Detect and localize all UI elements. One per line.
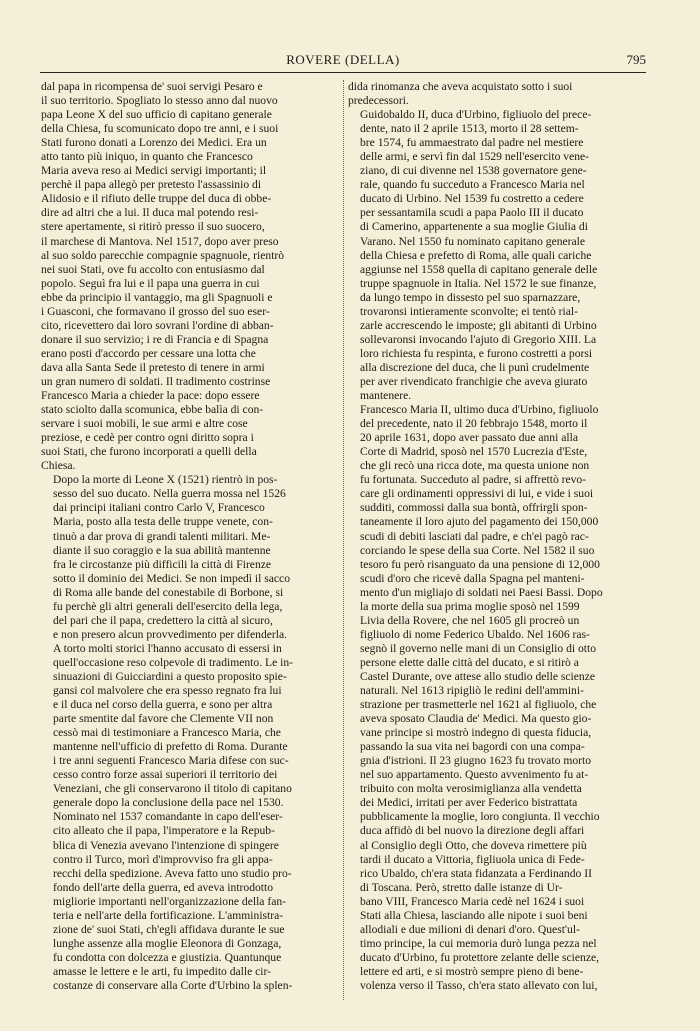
paragraph bbox=[41, 473, 336, 993]
text-line: passando la sua vita nei bagordi con una compa- bbox=[360, 740, 585, 754]
text-line: papa Leone X del suo ufficio di capitano generale bbox=[41, 108, 272, 122]
text-line: i Guasconi, che formavano il grosso del suo eser- bbox=[41, 304, 270, 318]
text-line: Castel Durante, ove attese allo studio delle scienze bbox=[360, 669, 596, 683]
text-line: ebbe da principio il vantaggio, ma gli Spagnuoli e bbox=[41, 290, 273, 304]
text-line: cesso contro forze assai superiori il territorio dei bbox=[53, 768, 278, 782]
text-line: per aver rivendicato franchigie che aveva giurato bbox=[360, 374, 588, 388]
text-line: duca affidò di bel nuovo la direzione degli affari bbox=[360, 824, 585, 838]
text-line: un gran numero di soldati. Il tradimento costrinse bbox=[41, 374, 271, 388]
text-line: scudi di debiti lasciati dal padre, e ch'ei pagò rac- bbox=[360, 529, 589, 543]
text-line: fu condotta con dolcezza e giustizia. Quantunque bbox=[53, 950, 282, 964]
text-line: sudditi, commossi dalla sua bontà, offrirgli spon- bbox=[360, 501, 588, 515]
text-line: Corte di Madrid, sposò nel 1570 Lucrezia d'Este, bbox=[360, 445, 588, 459]
text-line: sesso del suo ducato. Nella guerra mossa nel 1526 bbox=[53, 487, 286, 501]
text-line: timo principe, la cui memoria durò lunga pezza nel bbox=[360, 936, 597, 950]
text-line: segnò il governo nelle mani di un Consiglio di otto bbox=[360, 641, 597, 655]
text-line: di Toscana. Però, stretto dalle istanze di Ur- bbox=[360, 880, 563, 894]
paragraph bbox=[348, 80, 644, 108]
text-line: generale dopo la conclusione della pace nel 1530. bbox=[53, 796, 284, 810]
text-line: dire ad altri che a lui. Il duca mal potendo resi- bbox=[41, 206, 259, 220]
text-line: lunghe assenze alla moglie Eleonora di Gonzaga, bbox=[53, 936, 282, 950]
text-line: al Consiglio degli Otto, che doveva rimettere più bbox=[360, 838, 587, 852]
text-line: Stati alla Chiesa, lasciando alle nipote i suoi beni bbox=[360, 908, 588, 922]
text-line: ziano, di cui divenne nel 1538 governatore gene- bbox=[360, 164, 587, 178]
text-line: bano VIII, Francesco Maria cedè nel 1624 i suoi bbox=[360, 894, 585, 908]
page-number: 795 bbox=[626, 52, 646, 67]
text-line: sotto il dominio dei Medici. Se non impedì il sacco bbox=[53, 571, 290, 585]
text-line: parte smentite dal favore che Clemente VII non bbox=[53, 712, 274, 726]
paragraph bbox=[348, 403, 644, 993]
text-line: suoi Stati, che furono incorporati a quelli della bbox=[41, 445, 257, 459]
right-column bbox=[348, 80, 644, 993]
text-line: delle armi, e servì fin dal 1529 nell'esercito vene- bbox=[360, 150, 590, 164]
text-line: Alidosio e il rifiuto delle truppe del duca di obbe- bbox=[41, 192, 272, 206]
text-line: popolo. Seguì fra lui e il papa una guerra in cui bbox=[41, 276, 260, 290]
text-line: persone elette dalle città del ducato, e si ritirò a bbox=[360, 655, 579, 669]
text-line: Veneziani, che gli conservarono il titolo di capitano bbox=[53, 782, 292, 796]
text-line: A torto molti storici l'hanno accusato di essersi in bbox=[53, 641, 282, 655]
text-line: Chiesa. bbox=[41, 459, 76, 473]
text-line: servare i suoi mobili, le sue armi e altre cose bbox=[41, 417, 248, 431]
text-line: del pari che il papa, credettero la città al sicuro, bbox=[53, 613, 273, 627]
text-line: stato sciolto dalla scomunica, ebbe balìa di con- bbox=[41, 403, 264, 417]
text-line: che gli recò una ricca dote, ma questa unione non bbox=[360, 459, 590, 473]
text-line: figliuolo di nome Federico Ubaldo. Nel 1606 ras- bbox=[360, 627, 590, 641]
header-rule bbox=[40, 72, 646, 73]
text-line: aveva sposato Claudia de' Medici. Ma questo gio- bbox=[360, 712, 592, 726]
text-line: sollevaronsi invocando l'ajuto di Gregorio XIII. La bbox=[360, 332, 597, 346]
text-line: teria e nell'arte della fortificazione. L'amministra- bbox=[53, 908, 284, 922]
text-line: nel suo appartamento. Questo avvenimento fu at- bbox=[360, 768, 589, 782]
text-line: bre 1574, fu ammaestrato dal padre nel mestiere bbox=[360, 136, 584, 150]
text-line: alla discrezione del duca, che li punì crudelmente bbox=[360, 360, 590, 374]
text-line: e non presero alcun provvedimento per difenderla. bbox=[53, 627, 288, 641]
text-line: dava alla Santa Sede il pretesto di tenere in armi bbox=[41, 360, 265, 374]
left-column bbox=[41, 80, 336, 993]
text-line: tardi il ducato a Vittoria, figliuola unica di Fede- bbox=[360, 852, 585, 866]
text-line: diante il suo coraggio e la sua abilità mantenne bbox=[53, 543, 271, 557]
text-line: e il duca nel corso della guerra, e sono per altra bbox=[53, 698, 273, 712]
text-line: lettere ed arti, e si mostrò sempre pieno di bene- bbox=[360, 964, 584, 978]
text-line: naturali. Nel 1613 ripigliò le redini dell'ammini- bbox=[360, 684, 584, 698]
text-line: Francesco Maria a chieder la pace: dopo essere bbox=[41, 389, 260, 403]
text-line: Guidobaldo II, duca d'Urbino, figliuolo del prece- bbox=[360, 108, 592, 122]
text-line: 20 aprile 1631, dopo aver passato due anni alla bbox=[360, 431, 578, 445]
text-line: rico Ubaldo, ch'era stata fidanzata a Ferdinando II bbox=[360, 866, 592, 880]
text-line: nei suoi Stati, ove fu accolto con entusiasmo dal bbox=[41, 262, 265, 276]
text-line: dal papa in ricompensa de' suoi servigi Pesaro e bbox=[41, 80, 263, 93]
text-line: per sessantamila scudi a papa Paolo III il ducato bbox=[360, 206, 584, 220]
text-line: di Roma alle bande del conestabile di Borbone, si bbox=[53, 585, 284, 599]
text-line: rale, quando fu succeduto a Francesco Maria nel bbox=[360, 178, 585, 192]
text-line: volenza verso il Tasso, ch'era stato allevato con lui, bbox=[360, 979, 598, 992]
text-line: perchè il papa allegò per pretesto l'assassinio di bbox=[41, 178, 262, 192]
text-line: loro richiesta fu respinta, e furono costretti a porsi bbox=[360, 346, 593, 360]
text-line: cessò mai di testimoniare a Francesco Maria, che bbox=[53, 726, 281, 740]
text-line: fu fortunata. Succeduto al padre, si affrettò revo- bbox=[360, 473, 587, 487]
text-line: zarle accrescendo le imposte; gli abitanti di Urbino bbox=[360, 318, 597, 332]
text-line: tribuito con molta verosimiglianza alla vendetta bbox=[360, 782, 582, 796]
text-line: della Chiesa, fu scomunicato dopo tre anni, e i suoi bbox=[41, 122, 279, 136]
text-line: Maria aveva reso ai Medici servigi importanti; il bbox=[41, 164, 267, 178]
paragraph bbox=[348, 108, 644, 403]
text-line: allodiali e due milioni di denari d'oro. Quest'ul- bbox=[360, 922, 580, 936]
text-line: dai principi italiani contro Carlo V, Francesco bbox=[53, 501, 265, 515]
text-line: Francesco Maria II, ultimo duca d'Urbino, figliuolo bbox=[360, 403, 599, 417]
text-line: dida rinomanza che aveva acquistato sotto i suoi bbox=[348, 80, 573, 93]
text-line: truppe spagnuole in Italia. Nel 1572 le sue finanze, bbox=[360, 276, 597, 290]
text-line: fondo dell'arte della guerra, ed aveva introdotto bbox=[53, 880, 274, 894]
text-line: gnia d'istrioni. Il 23 giugno 1623 fu trovato morto bbox=[360, 754, 592, 768]
text-line: al suo soldo parecchie compagnie spagnuole, rientrò bbox=[41, 248, 285, 262]
text-line: quell'occasione reso colpevole di tradimento. Le in- bbox=[53, 655, 293, 669]
text-line: trovaronsi intieramente sconvolte; ei tentò rial- bbox=[360, 304, 578, 318]
text-line: Nominato nel 1537 comandante in capo dell'eser- bbox=[53, 810, 283, 824]
text-line: pubblicamente la moglie, loro congiunta. Il vecchio bbox=[360, 810, 600, 824]
text-line: gansi col malvolere che era spesso regnato fra lui bbox=[53, 684, 282, 698]
paragraph bbox=[41, 80, 336, 473]
text-line: donare il suo servizio; i re di Francia e di Spagna bbox=[41, 332, 269, 346]
text-line: i tre anni seguenti Francesco Maria difese con suc- bbox=[53, 754, 289, 768]
text-line: amasse le lettere e le arti, fu impedito dalle cir- bbox=[53, 964, 272, 978]
text-line: contro il Turco, morì d'improvviso fra gli appa- bbox=[53, 852, 273, 866]
text-line: corciando le spese della sua Corte. Nel 1582 il suo bbox=[360, 543, 595, 557]
text-line: mantenere. bbox=[360, 389, 412, 403]
text-line: atto tanto più iniquo, in quanto che Francesco bbox=[41, 150, 253, 164]
text-line: ducato di Urbino. Nel 1539 fu costretto a cedere bbox=[360, 192, 584, 206]
text-line: fu perchè gli altri generali dell'esercito della lega, bbox=[53, 599, 283, 613]
text-line: scudi d'oro che ricevè dalla Spagna pel manteni- bbox=[360, 571, 585, 585]
text-line: stere apertamente, si ritirò presso il suo suocero, bbox=[41, 220, 265, 234]
text-line: aggiunse nel 1558 quella di capitano generale delle bbox=[360, 262, 598, 276]
text-line: strazione per trasmetterle nel 1621 al figliuolo, che bbox=[360, 698, 597, 712]
text-line: preziose, e cedè per contro ogni diritto sopra i bbox=[41, 431, 254, 445]
text-line: mantenne nell'ufficio di prefetto di Roma. Durante bbox=[53, 740, 288, 754]
text-line: predecessori. bbox=[348, 94, 409, 108]
text-line: Dopo la morte di Leone X (1521) rientrò in pos- bbox=[53, 473, 278, 487]
text-line: erano posti d'accordo per cessare una lotta che bbox=[41, 346, 256, 360]
text-line: cito alleato che il papa, l'imperatore e la Repub- bbox=[53, 824, 275, 838]
text-line: di Camerino, appartenente a sua moglie Giulia di bbox=[360, 220, 588, 234]
text-line: Maria, posto alla testa delle truppe venete, con- bbox=[53, 515, 273, 529]
text-line: fra le circostanze più difficili la città di Firenze bbox=[53, 557, 272, 571]
running-title: ROVERE (DELLA) bbox=[286, 52, 400, 67]
text-line: tinuò a dar prova di grandi talenti militari. Me- bbox=[53, 529, 271, 543]
column-divider bbox=[343, 80, 344, 1000]
text-line: vane principe si mostrò indegno di questa fiducia, bbox=[360, 726, 592, 740]
text-line: Stati furono donati a Lorenzo dei Medici. Era un bbox=[41, 136, 267, 150]
text-line: Livia della Rovere, che nel 1605 gli procreò un bbox=[360, 613, 580, 627]
text-line: ducato d'Urbino, fu protettore zelante delle scienze, bbox=[360, 950, 600, 964]
text-line: mento d'un migliajo di soldati nei Paesi Bassi. Dopo bbox=[360, 585, 603, 599]
text-line: dei Medici, irritati per aver Federico bistrattata bbox=[360, 796, 578, 810]
running-header bbox=[40, 52, 646, 72]
text-line: la morte della sua prima moglie sposò nel 1599 bbox=[360, 599, 580, 613]
text-line: il suo territorio. Spogliato lo stesso anno dal nuovo bbox=[41, 94, 278, 108]
text-line: tesoro fu però risanguato da una pensione di 12,000 bbox=[360, 557, 600, 571]
text-line: blica di Venezia avevano l'intenzione di spingere bbox=[53, 838, 279, 852]
text-line: del precedente, nato il 20 febbrajo 1548, morto il bbox=[360, 417, 588, 431]
text-line: zione de' suoi Stati, ch'egli affidava durante le sue bbox=[53, 922, 285, 936]
text-line: della Chiesa e prefetto di Roma, alle quali cariche bbox=[360, 248, 592, 262]
text-line: da lungo tempo in dissesto pel suo sparnazzare, bbox=[360, 290, 581, 304]
text-line: cito, ricevettero dai loro sovrani l'ordine di abban- bbox=[41, 318, 274, 332]
text-line: costanze di conservare alla Corte d'Urbino la splen- bbox=[53, 979, 293, 992]
text-line: il marchese di Mantova. Nel 1517, dopo aver preso bbox=[41, 234, 279, 248]
text-line: care gli ordinamenti oppressivi di lui, e vide i suoi bbox=[360, 487, 594, 501]
text-line: taneamente il loro ajuto del pagamento dei 150,000 bbox=[360, 515, 599, 529]
text-line: dente, nato il 2 aprile 1513, morto il 28 settem- bbox=[360, 122, 579, 136]
text-line: recchi della spedizione. Aveva fatto uno studio pro- bbox=[53, 866, 292, 880]
text-line: Varano. Nel 1550 fu nominato capitano generale bbox=[360, 234, 586, 248]
text-line: sinuazioni di Guicciardini a questo proposito spie- bbox=[53, 669, 287, 683]
text-line: migliorie importanti nell'organizzazione della fan- bbox=[53, 894, 287, 908]
